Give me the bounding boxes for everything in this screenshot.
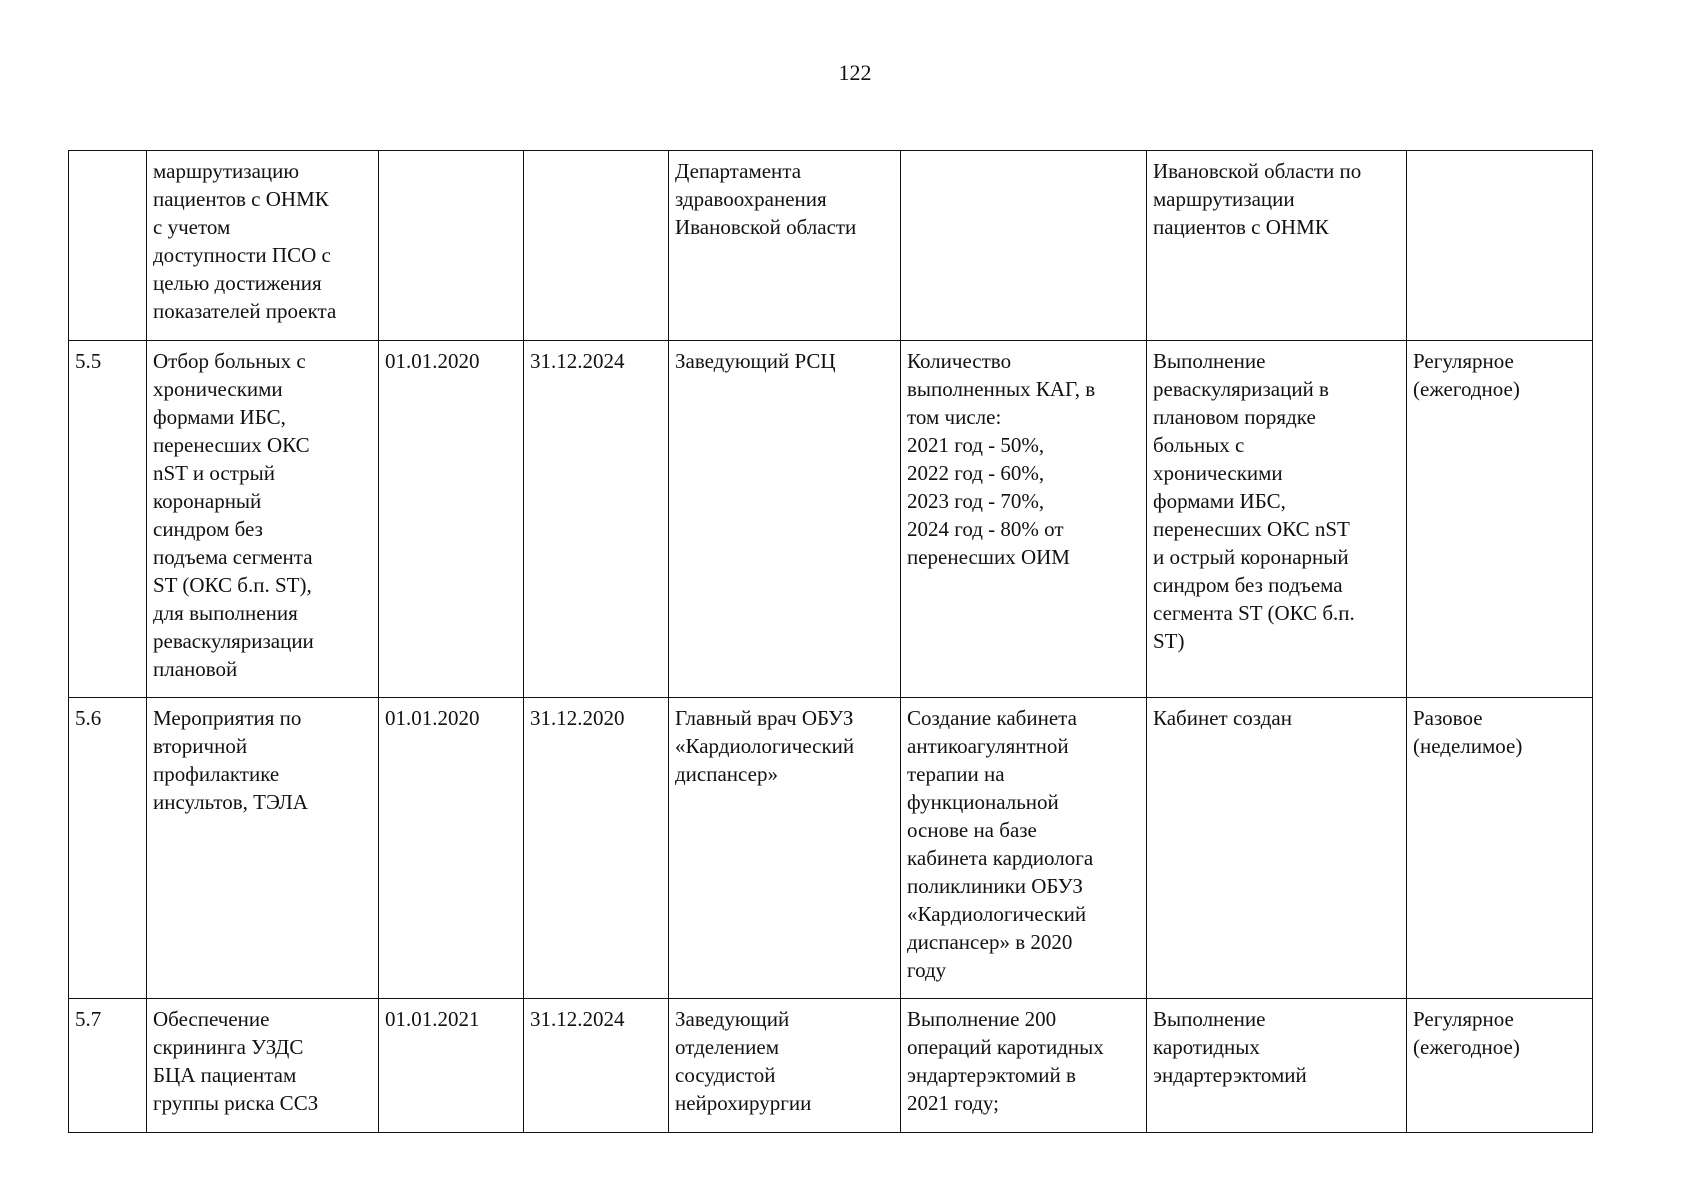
cell-type [1407,698,1593,999]
cell-line: Количество [907,349,1012,373]
cell-line: маршрутизации [1153,187,1295,211]
cell-line: эндартерэктомий [1153,1063,1307,1087]
cell-line: выполненных КАГ, в [907,377,1096,401]
cell-responsible [669,999,901,1133]
cell-line: плановом порядке [1153,405,1316,429]
cell-line: Разовое [1413,706,1483,730]
cell-end-date: 31.12.2020 [524,698,669,999]
table-row [69,341,1593,698]
cell-line: скрининга УЗДС [153,1035,304,1059]
cell-line: Мероприятия по [153,706,302,730]
cell-line: диспансер» [675,762,778,786]
cell-line: диспансер» в 2020 [907,930,1073,954]
cell-line: 2022 год - 60%, [907,461,1045,485]
cell-line: Кабинет создан [1153,706,1292,730]
cell-line: перенесших ОКС nST [1153,517,1350,541]
cell-result [1147,698,1407,999]
cell-line: Главный врач ОБУЗ [675,706,854,730]
cell-task [147,341,379,698]
cell-line: основе на базе [907,818,1037,842]
cell-line: Обеспечение [153,1007,270,1031]
cell-start-date: 01.01.2020 [379,698,524,999]
cell-line: и острый коронарный [1153,545,1349,569]
cell-line: доступности ПСО с [153,243,331,267]
cell-line: формами ИБС, [153,405,286,429]
cell-result [1147,151,1407,341]
cell-line: с учетом [153,215,231,239]
page-number: 122 [838,60,872,85]
cell-line: 2021 году; [907,1091,999,1115]
cell-line: для выполнения [153,601,298,625]
cell-line: Выполнение [1153,1007,1266,1031]
cell-line: хроническими [153,377,283,401]
cell-line: Выполнение 200 [907,1007,1057,1031]
table-row [69,698,1593,999]
cell-start-date [379,151,524,341]
cell-line: Заведующий РСЦ [675,349,836,373]
cell-line: сегмента ST (ОКС б.п. [1153,601,1355,625]
cell-line: 2023 год - 70%, [907,489,1045,513]
cell-line: реваскуляризации [153,629,314,653]
cell-result [1147,341,1407,698]
cell-line: ST (ОКС б.п. ST), [153,573,312,597]
cell-line: профилактике [153,762,280,786]
cell-line: формами ИБС, [1153,489,1286,513]
cell-line: том числе: [907,405,1002,429]
cell-line: Ивановской области по [1153,159,1362,183]
cell-line: Выполнение [1153,349,1266,373]
cell-line: 2024 год - 80% от [907,517,1064,541]
table-row [69,999,1593,1133]
cell-end-date [524,151,669,341]
cell-line: сосудистой [675,1063,776,1087]
cell-line: кабинета кардиолога [907,846,1094,870]
cell-line: функциональной [907,790,1059,814]
cell-line: хроническими [1153,461,1283,485]
cell-type [1407,151,1593,341]
cell-line: коронарный [153,489,262,513]
cell-line: каротидных [1153,1035,1260,1059]
cell-end-date: 31.12.2024 [524,341,669,698]
cell-number [69,151,147,341]
cell-end-date: 31.12.2024 [524,999,669,1133]
cell-line: поликлиники ОБУЗ [907,874,1083,898]
cell-line: «Кардиологический [907,902,1087,926]
cell-line: антикоагулянтной [907,734,1069,758]
cell-line: терапии на [907,762,1005,786]
cell-indicator [901,341,1147,698]
cell-task [147,698,379,999]
table-row [69,151,1593,341]
cell-responsible [669,341,901,698]
cell-line: пациентов с ОНМК [153,187,329,211]
cell-line: Регулярное [1413,349,1514,373]
cell-start-date: 01.01.2021 [379,999,524,1133]
cell-line: эндартерэктомий в [907,1063,1076,1087]
cell-line: (неделимое) [1413,734,1523,758]
cell-line: пациентов с ОНМК [1153,215,1329,239]
cell-type [1407,341,1593,698]
cell-line: реваскуляризаций в [1153,377,1329,401]
table-body [69,151,1593,1133]
cell-line: Создание кабинета [907,706,1077,730]
cell-line: подъема сегмента [153,545,313,569]
cell-line: синдром без подъема [1153,573,1343,597]
cell-line: плановой [153,657,238,681]
cell-line: 2021 год - 50%, [907,433,1045,457]
cell-line: здравоохранения [675,187,827,211]
cell-indicator [901,151,1147,341]
cell-number: 5.5 [69,341,147,698]
cell-line: группы риска ССЗ [153,1091,319,1115]
cell-line: инсультов, ТЭЛА [153,790,308,814]
cell-line: Департамента [675,159,802,183]
cell-type [1407,999,1593,1133]
cell-line: Заведующий [675,1007,790,1031]
cell-number: 5.7 [69,999,147,1133]
cell-line: нейрохирургии [675,1091,812,1115]
cell-line: операций каротидных [907,1035,1104,1059]
cell-line: (ежегодное) [1413,1035,1520,1059]
cell-indicator [901,999,1147,1133]
cell-start-date: 01.01.2020 [379,341,524,698]
cell-line: nST и острый [153,461,275,485]
cell-line: ST) [1153,629,1185,653]
cell-line: больных с [1153,433,1245,457]
cell-line: синдром без [153,517,263,541]
cell-responsible [669,151,901,341]
cell-line: Отбор больных с [153,349,306,373]
cell-responsible [669,698,901,999]
cell-line: Ивановской области [675,215,857,239]
activity-plan-table [68,150,1593,1133]
cell-task [147,151,379,341]
cell-number: 5.6 [69,698,147,999]
cell-line: «Кардиологический [675,734,855,758]
cell-line: отделением [675,1035,780,1059]
cell-line: показателей проекта [153,299,337,323]
cell-line: целью достижения [153,271,322,295]
cell-line: Регулярное [1413,1007,1514,1031]
cell-result [1147,999,1407,1133]
cell-line: БЦА пациентам [153,1063,297,1087]
cell-line: (ежегодное) [1413,377,1520,401]
cell-task [147,999,379,1133]
cell-line: перенесших ОКС [153,433,310,457]
cell-line: году [907,958,947,982]
cell-line: перенесших ОИМ [907,545,1070,569]
cell-line: вторичной [153,734,248,758]
cell-indicator [901,698,1147,999]
cell-line: маршрутизацию [153,159,300,183]
